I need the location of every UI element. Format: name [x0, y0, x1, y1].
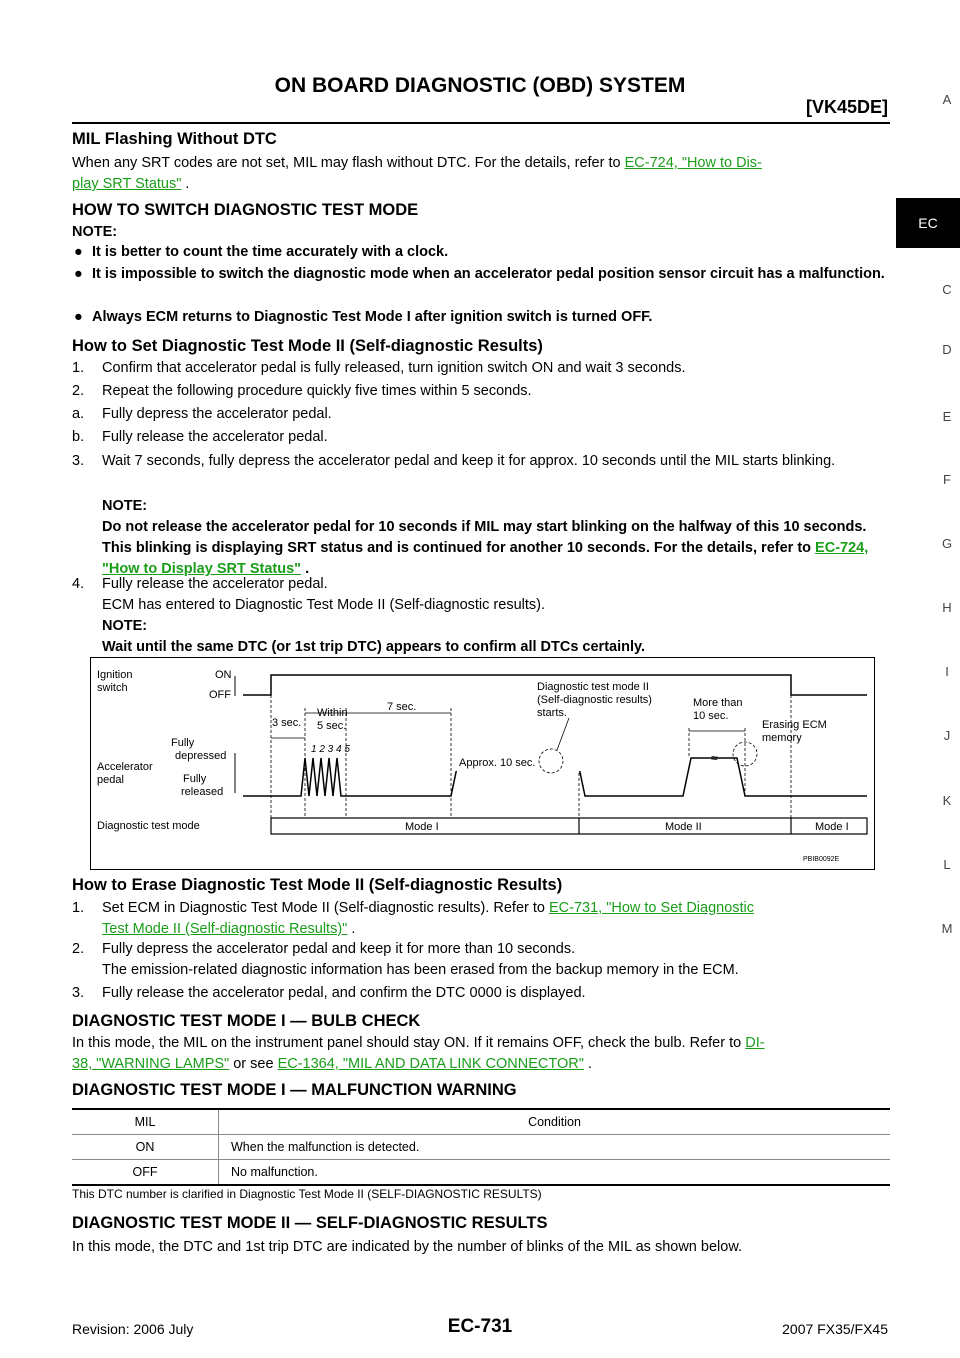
- footer-page-number: EC-731: [447, 1316, 513, 1337]
- bulb-check-heading: DIAGNOSTIC TEST MODE I — BULB CHECK: [72, 1012, 421, 1030]
- diagram-more-than-2: 10 sec.: [693, 710, 729, 722]
- timing-diagram: [90, 657, 875, 870]
- diagram-mode-1: Mode I: [405, 821, 439, 833]
- diagram-accel-label-2: pedal: [97, 774, 124, 786]
- diagram-depressed-label-2: depressed: [175, 750, 227, 762]
- switch-note-bullet-1: ● It is better to count the time accurately with a clock.: [74, 242, 890, 263]
- link-ec-724-srt[interactable]: EC-724, "How to Display SRT Status": [102, 540, 869, 577]
- diagram-mode-label: Diagnostic test mode: [97, 820, 200, 832]
- diagram-ignition-label-2: switch: [97, 682, 128, 694]
- table-header-row: [72, 1109, 890, 1135]
- table-row: [72, 1160, 890, 1186]
- link-ec-731[interactable]: EC-731, "How to Set Diagnostic: [549, 900, 755, 916]
- erase-step-3: 3. Fully release the accelerator pedal, and confirm the DTC 0000 is displayed.: [72, 985, 586, 1001]
- side-tab-c[interactable]: C: [942, 282, 952, 297]
- link-ec-731-cont[interactable]: Test Mode II (Self-diagnostic Results)": [102, 921, 348, 937]
- side-tab-j[interactable]: J: [943, 728, 951, 743]
- set-step-b: b. Fully release the accelerator pedal.: [72, 429, 328, 445]
- diagram-on-label: ON: [215, 669, 232, 681]
- malfunction-heading: DIAGNOSTIC TEST MODE I — MALFUNCTION WARNING: [72, 1081, 517, 1099]
- table-cell: OFF: [72, 1160, 219, 1186]
- set-step-3: 3. Wait 7 seconds, fully depress the accelerator pedal and keep it for approx. 10 seconds until the MIL starts blinking.: [72, 453, 836, 469]
- table-cell: ON: [72, 1135, 219, 1160]
- diagram-mode2-start: Diagnostic test mode II: [537, 681, 649, 693]
- link-ec-724-cont[interactable]: play SRT Status": [72, 176, 182, 192]
- table-header-mil: MIL: [72, 1109, 219, 1135]
- set-step-1: 1. Confirm that accelerator pedal is fully released, turn ignition switch ON and wait 3 seconds.: [72, 360, 686, 376]
- table-row: [72, 1135, 890, 1160]
- set-step-a: a. Fully depress the accelerator pedal.: [72, 406, 332, 422]
- set-step-4: 4. Fully release the accelerator pedal. ECM has entered to Diagnostic Test Mode II (Self-diagnostic results).: [72, 576, 545, 613]
- link-di-38[interactable]: DI-: [745, 1035, 765, 1051]
- table-header-condition: Condition: [219, 1109, 891, 1135]
- side-tab-ec-active[interactable]: EC: [896, 198, 960, 248]
- link-ec-1364[interactable]: EC-1364, "MIL AND DATA LINK CONNECTOR": [277, 1056, 584, 1072]
- engine-model-tag: [VK45DE]: [805, 97, 888, 117]
- side-tab-f[interactable]: F: [943, 472, 951, 487]
- diagram-break-mark: ≈: [711, 751, 718, 765]
- diagram-7sec: 7 sec.: [387, 701, 417, 713]
- switch-mode-heading: HOW TO SWITCH DIAGNOSTIC TEST MODE: [72, 201, 419, 219]
- side-tab-d[interactable]: D: [942, 342, 952, 357]
- erase-step-1: 1. Set ECM in Diagnostic Test Mode II (Self-diagnostic results). Refer to EC-731, "How to Set Diagnostic Test Mode II (Self-diagnostic Results)" .: [72, 900, 755, 937]
- side-tab-a[interactable]: A: [942, 92, 952, 107]
- diagram-within-2: 5 sec.: [317, 720, 347, 732]
- diagram-figure-id: PBIB0092E: [803, 856, 840, 863]
- set-note-2: NOTE: Wait until the same DTC (or 1st trip DTC) appears to confirm all DTCs certainly.: [102, 618, 646, 655]
- side-tab-l[interactable]: L: [943, 857, 951, 872]
- diagram-more-than: More than: [693, 697, 743, 709]
- side-tab-k[interactable]: K: [942, 793, 952, 808]
- diagram-mode-3: Mode I: [815, 821, 849, 833]
- diagram-depressed-label: Fully: [171, 737, 195, 749]
- diagram-mode2-start-2: (Self-diagnostic results): [537, 694, 652, 706]
- table-cell: No malfunction.: [219, 1160, 891, 1186]
- switch-note-bullet-3: ● Always ECM returns to Diagnostic Test Mode I after ignition switch is turned OFF.: [74, 307, 890, 328]
- diagram-approx: Approx. 10 sec.: [459, 757, 536, 769]
- diagram-mode-2: Mode II: [665, 821, 702, 833]
- diagram-counts: 1 2 3 4 5: [311, 744, 350, 755]
- diagram-erasing-2: memory: [762, 732, 802, 744]
- bullet-icon: ●: [74, 266, 83, 282]
- side-tab-e[interactable]: E: [942, 409, 952, 424]
- switch-mode-note-label: NOTE:: [72, 224, 118, 240]
- mode2-results-heading: DIAGNOSTIC TEST MODE II — SELF-DIAGNOSTIC RESULTS: [72, 1214, 548, 1232]
- bullet-icon: ●: [74, 244, 83, 260]
- table-note: This DTC number is clarified in Diagnostic Test Mode II (SELF-DIAGNOSTIC RESULTS): [72, 1187, 542, 1201]
- side-tab-g[interactable]: G: [941, 536, 953, 551]
- table-cell: When the malfunction is detected.: [219, 1135, 891, 1160]
- diagram-ignition-label: Ignition: [97, 669, 133, 681]
- footer-revision: Revision: 2006 July: [72, 1321, 194, 1337]
- diagram-off-label: OFF: [209, 689, 231, 701]
- mil-flash-text: When any SRT codes are not set, MIL may flash without DTC. For the details, refer to EC-724, "How to Dis- play SRT Status" .: [72, 155, 762, 192]
- diagram-within: Within: [317, 707, 348, 719]
- page-title: ON BOARD DIAGNOSTIC (OBD) SYSTEM: [274, 74, 686, 97]
- bulb-check-text: In this mode, the MIL on the instrument panel should stay ON. If it remains OFF, check the bulb. Refer to DI- 38, "WARNING LAMPS" or see EC-1364, "MIL AND DATA LINK CONNECTOR" .: [72, 1035, 765, 1072]
- diagram-mode2-start-3: starts.: [537, 707, 567, 719]
- side-tab-h[interactable]: H: [942, 600, 952, 615]
- footer-vehicle-model: 2007 FX35/FX45: [782, 1321, 888, 1337]
- link-ec-724[interactable]: EC-724, "How to Dis-: [624, 155, 762, 171]
- set-mode2-heading: How to Set Diagnostic Test Mode II (Self-diagnostic Results): [72, 337, 543, 355]
- diagram-released-label-2: released: [181, 786, 224, 798]
- mil-flash-heading: MIL Flashing Without DTC: [72, 130, 277, 148]
- diagram-released-label: Fully: [183, 773, 207, 785]
- mode2-results-text: In this mode, the DTC and 1st trip DTC are indicated by the number of blinks of the MIL as shown below.: [72, 1239, 743, 1255]
- set-step-2: 2. Repeat the following procedure quickly five times within 5 seconds.: [72, 383, 532, 399]
- diagram-accel-label: Accelerator: [97, 761, 153, 773]
- link-di-38-cont[interactable]: 38, "WARNING LAMPS": [72, 1056, 230, 1072]
- set-note-1: NOTE: Do not release the accelerator pedal for 10 seconds if MIL may start blinking on the halfway of this 10 seconds. This blinking is displaying SRT status and is continued for another 10 seconds. For the details, refer to EC-724, "How to Display SRT Status" .: [102, 498, 869, 577]
- erase-mode2-heading: How to Erase Diagnostic Test Mode II (Self-diagnostic Results): [72, 876, 563, 894]
- header-rule: [72, 122, 890, 124]
- switch-note-bullet-2: ● It is impossible to switch the diagnostic mode when an accelerator pedal position sensor circuit has a malfunction.: [74, 264, 890, 306]
- side-tab-i[interactable]: I: [945, 664, 949, 679]
- side-tab-m[interactable]: M: [941, 921, 953, 936]
- diagram-erasing: Erasing ECM: [762, 719, 827, 731]
- mil-condition-table: [72, 1108, 890, 1186]
- diagram-3sec: 3 sec.: [272, 717, 302, 729]
- erase-step-2: 2. Fully depress the accelerator pedal and keep it for more than 10 seconds. The emission-related diagnostic information has been erased from the backup memory in the ECM.: [72, 941, 739, 978]
- bullet-icon: ●: [74, 309, 83, 325]
